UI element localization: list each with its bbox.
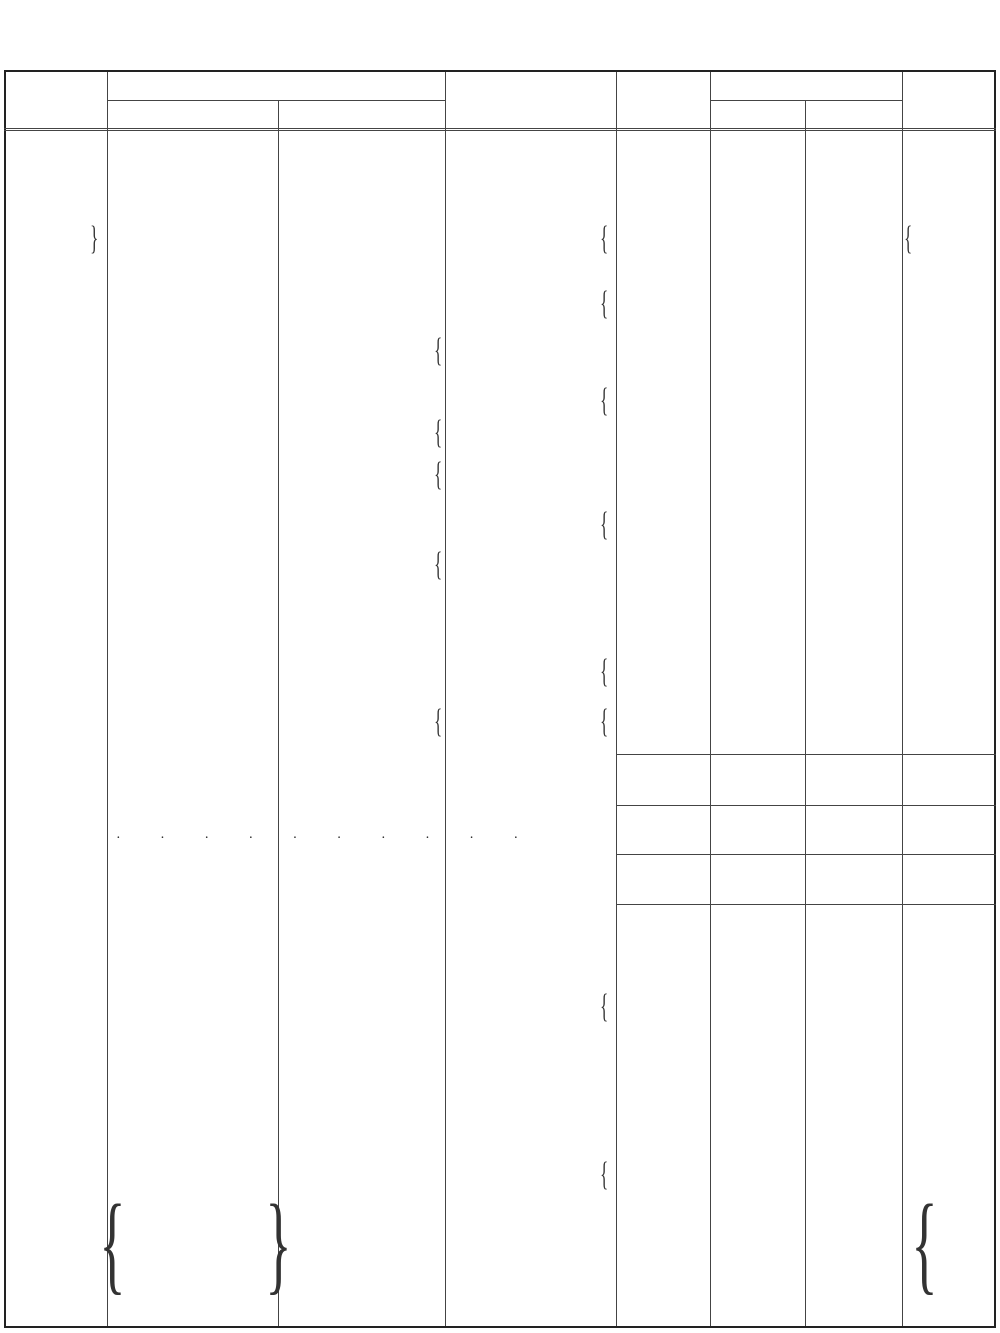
- brace: {: [600, 703, 609, 740]
- header-bottom-rule: [4, 128, 996, 131]
- total-label: [0, 763, 1000, 780]
- total-rule: [616, 805, 996, 806]
- brace: {: [434, 703, 443, 740]
- brace: {: [904, 220, 913, 257]
- section-subheading: [0, 166, 1000, 183]
- exemptions-label: [0, 813, 1000, 830]
- brace: {: [600, 382, 609, 419]
- brace: {: [434, 456, 443, 493]
- brace: }: [265, 1182, 292, 1304]
- section-heading: [0, 928, 1000, 945]
- section-subheading: [0, 944, 1000, 961]
- brace: {: [600, 220, 609, 257]
- total-rule: [616, 754, 996, 755]
- column-rule: [710, 72, 711, 1326]
- total-row: [0, 780, 1000, 797]
- total-rule: [616, 854, 996, 855]
- brace: {: [600, 988, 609, 1025]
- brace: {: [600, 1156, 609, 1193]
- brace: {: [600, 653, 609, 690]
- column-rule: [902, 72, 903, 1326]
- table-frame: [4, 70, 996, 1328]
- leader-dots: · · · · · · · · · ·: [116, 831, 537, 846]
- grand-total-row: [0, 879, 1000, 896]
- section-heading: [0, 150, 1000, 167]
- column-rule: [805, 100, 806, 1326]
- brace: {: [600, 285, 609, 322]
- grand-total-label: [0, 862, 1000, 879]
- brace: {: [99, 1182, 126, 1304]
- brace: }: [90, 220, 99, 257]
- brace: {: [434, 332, 443, 369]
- brace: {: [911, 1182, 938, 1304]
- header-rule: [107, 100, 445, 101]
- brace: {: [600, 506, 609, 543]
- brace: {: [434, 546, 443, 583]
- column-rule: [278, 100, 279, 1326]
- column-rule: [616, 72, 617, 1326]
- exemptions-row: [0, 830, 1000, 847]
- total-rule: [616, 904, 996, 905]
- column-rule: [445, 72, 446, 1326]
- brace: {: [434, 414, 443, 451]
- header-rule: [710, 100, 902, 101]
- column-rule: [107, 72, 108, 1326]
